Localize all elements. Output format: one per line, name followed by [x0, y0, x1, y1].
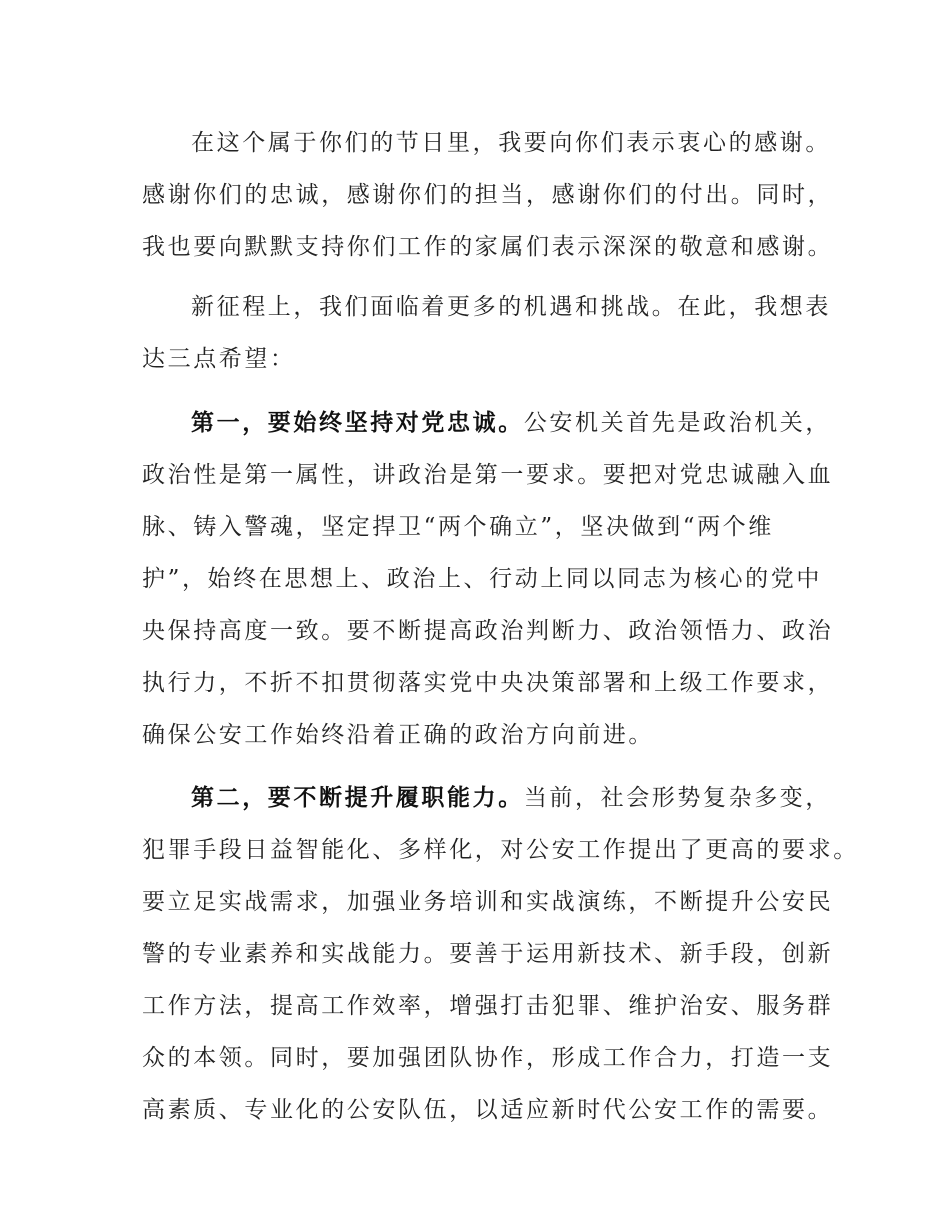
- paragraph-4-first-line-rest: 当前，社会形势复杂多变，: [523, 785, 832, 811]
- paragraph-3-line-2: 政治性是第一属性，讲政治是第一要求。要把对党忠诚融入血: [142, 462, 834, 488]
- paragraph-4-line-1: [191, 780, 831, 816]
- paragraph-1-line-1: 在这个属于你们的节日里，我要向你们表示衷心的感谢。: [191, 130, 831, 156]
- paragraph-3-first-line-rest: 公安机关首先是政治机关，: [523, 410, 832, 436]
- paragraph-4-line-4: 警的专业素养和实战能力。要善于运用新技术、新手段，创新: [142, 941, 834, 967]
- paragraph-3-line-5: 央保持高度一致。要不断提高政治判断力、政治领悟力、政治: [142, 618, 834, 644]
- paragraph-4-line-7: 高素质、专业化的公安队伍，以适应新时代公安工作的需要。: [142, 1097, 834, 1123]
- paragraph-2-line-1: 新征程上，我们面临着更多的机遇和挑战。在此，我想表: [191, 294, 831, 320]
- paragraph-4-line-5: 工作方法，提高工作效率，增强打击犯罪、维护治安、服务群: [142, 993, 834, 1019]
- paragraph-3-line-7: 确保公安工作始终沿着正确的政治方向前进。: [142, 722, 654, 748]
- paragraph-4-line-6: 众的本领。同时，要加强团队协作，形成工作合力，打造一支: [142, 1045, 834, 1071]
- paragraph-1-line-2: 感谢你们的忠诚，感谢你们的担当，感谢你们的付出。同时，: [142, 182, 834, 208]
- paragraph-1-line-3: 我也要向默默支持你们工作的家属们表示深深的敬意和感谢。: [142, 234, 834, 260]
- paragraph-3-line-1: [191, 405, 831, 441]
- paragraph-3-line-6: 执行力，不折不扣贯彻落实党中央决策部署和上级工作要求，: [142, 670, 834, 696]
- paragraph-3-line-4: 护”，始终在思想上、政治上、行动上同以同志为核心的党中: [142, 566, 822, 592]
- paragraph-4-heading: 第二，要不断提升履职能力。: [191, 785, 524, 811]
- paragraph-3-line-3: 脉、铸入警魂，坚定捍卫“两个确立”，坚决做到“两个维: [142, 514, 774, 540]
- paragraph-4-line-3: 要立足实战需求，加强业务培训和实战演练，不断提升公安民: [142, 889, 834, 915]
- paragraph-2-line-2: 达三点希望：: [142, 346, 296, 372]
- paragraph-4-line-2: 犯罪手段日益智能化、多样化，对公安工作提出了更高的要求。: [142, 837, 859, 863]
- paragraph-3-heading: 第一，要始终坚持对党忠诚。: [191, 410, 524, 436]
